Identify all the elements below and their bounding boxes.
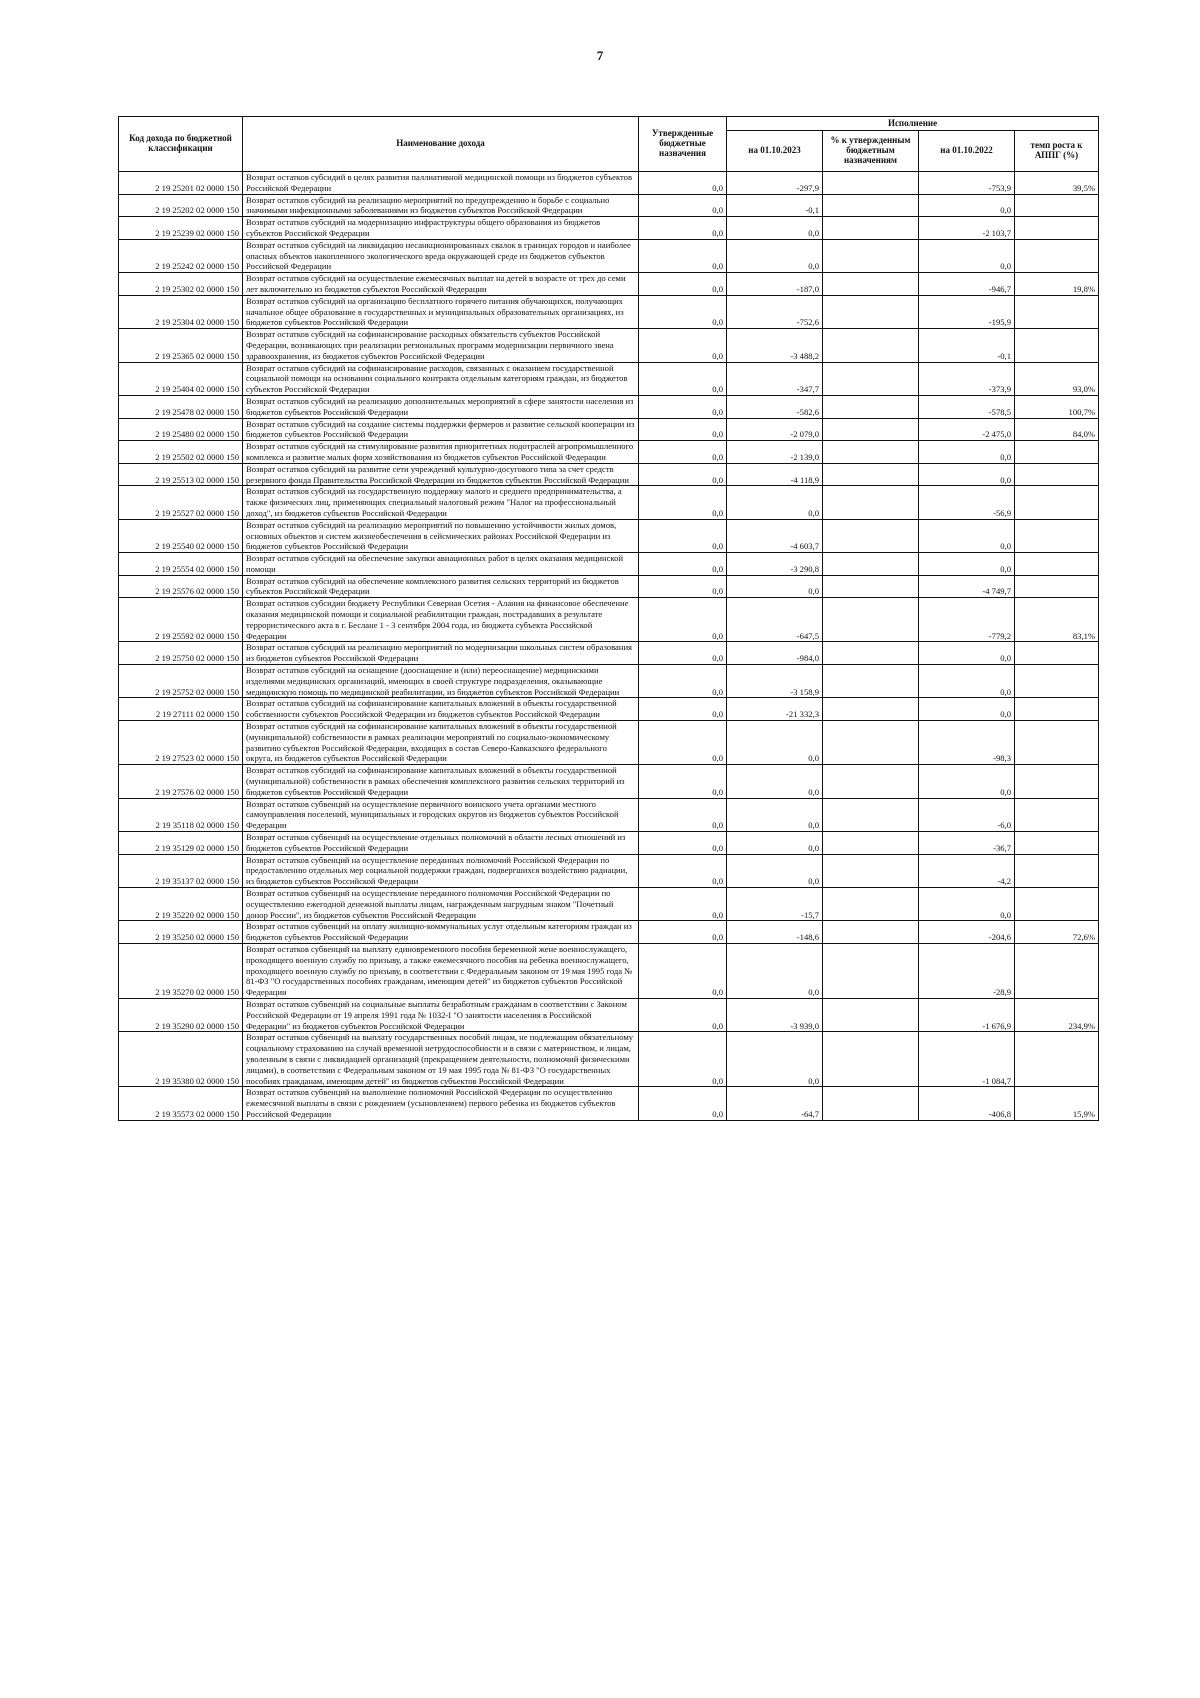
row-code: 2 19 35220 02 0000 150 bbox=[119, 888, 243, 921]
header-plan: Утвержденные бюджетные назначения bbox=[639, 117, 727, 172]
row-plan: 0,0 bbox=[639, 698, 727, 721]
row-pct bbox=[823, 553, 919, 576]
table-row bbox=[119, 598, 1099, 642]
page-number: 7 bbox=[596, 48, 604, 63]
table-row bbox=[119, 486, 1099, 519]
table-row bbox=[119, 943, 1099, 998]
table-row bbox=[119, 217, 1099, 240]
row-cur: 0,0 bbox=[727, 1032, 823, 1087]
row-cur: -3 290,8 bbox=[727, 553, 823, 576]
row-code: 2 19 35250 02 0000 150 bbox=[119, 921, 243, 944]
row-name: Возврат остатков субсидии бюджету Республики Северная Осетия - Алания на финансовое обеспечение оказания медицинской помощи и социальной реабилитации граждан, пострадавших в результате террористического акта в г. Беслане 1 - 3 сентября 2004 года, из бюджета субъекта Российской Федерации bbox=[243, 598, 639, 642]
row-name: Возврат остатков субсидий на осуществление ежемесячных выплат на детей в возрасте от трех до семи лет включительно из бюджетов субъектов Российской Федерации bbox=[243, 273, 639, 296]
row-code: 2 19 25242 02 0000 150 bbox=[119, 239, 243, 272]
row-pct bbox=[823, 798, 919, 831]
row-plan: 0,0 bbox=[639, 798, 727, 831]
row-plan: 0,0 bbox=[639, 943, 727, 998]
row-cur: 0,0 bbox=[727, 943, 823, 998]
row-rate: 100,7% bbox=[1015, 395, 1099, 418]
row-code: 2 19 25302 02 0000 150 bbox=[119, 273, 243, 296]
row-cur: -582,6 bbox=[727, 395, 823, 418]
row-plan: 0,0 bbox=[639, 217, 727, 240]
row-plan: 0,0 bbox=[639, 519, 727, 552]
table-row bbox=[119, 194, 1099, 217]
table-row bbox=[119, 519, 1099, 552]
row-cur: 0,0 bbox=[727, 765, 823, 798]
row-name: Возврат остатков субсидий на софинансирование расходных обязательств субъектов Российской Федерации, возникающих при реализации региональных программ модернизации первичного звена здравоохранения, из бюджетов субъектов Российской Федерации bbox=[243, 329, 639, 362]
row-name: Возврат остатков субсидий на государственную поддержку малого и среднего предпринимательства, а также физических лиц, применяющих специальный налоговый режим "Налог на профессиональный доход", из бюджетов субъектов Российской Федерации bbox=[243, 486, 639, 519]
row-pct bbox=[823, 854, 919, 887]
row-prev: -36,7 bbox=[919, 832, 1015, 855]
row-cur: -4 603,7 bbox=[727, 519, 823, 552]
row-rate bbox=[1015, 943, 1099, 998]
row-name: Возврат остатков субсидий на софинансирование капитальных вложений в объекты государственной собственности субъектов Российской Федерации из бюджетов субъектов Российской Федерации bbox=[243, 698, 639, 721]
row-plan: 0,0 bbox=[639, 441, 727, 464]
row-pct bbox=[823, 329, 919, 362]
row-pct bbox=[823, 239, 919, 272]
row-code: 2 19 25592 02 0000 150 bbox=[119, 598, 243, 642]
table-row bbox=[119, 463, 1099, 486]
table-row bbox=[119, 765, 1099, 798]
row-name: Возврат остатков субсидий на развитие сети учреждений культурно-досугового типа за счет средств резервного фонда Правительства Российской Федерации из бюджетов субъектов Российской Федерации bbox=[243, 463, 639, 486]
row-pct bbox=[823, 441, 919, 464]
row-cur: -647,5 bbox=[727, 598, 823, 642]
row-prev: -56,9 bbox=[919, 486, 1015, 519]
row-cur: 0,0 bbox=[727, 486, 823, 519]
row-plan: 0,0 bbox=[639, 765, 727, 798]
row-rate bbox=[1015, 239, 1099, 272]
table-row bbox=[119, 998, 1099, 1031]
row-plan: 0,0 bbox=[639, 832, 727, 855]
row-name: Возврат остатков субсидий на реализацию мероприятий по модернизации школьных систем образования из бюджетов субъектов Российской Федерации bbox=[243, 642, 639, 665]
row-rate bbox=[1015, 194, 1099, 217]
row-plan: 0,0 bbox=[639, 1032, 727, 1087]
row-cur: 0,0 bbox=[727, 832, 823, 855]
row-pct bbox=[823, 172, 919, 195]
row-prev: -0,1 bbox=[919, 329, 1015, 362]
row-prev: 0,0 bbox=[919, 765, 1015, 798]
table-row bbox=[119, 441, 1099, 464]
table-row bbox=[119, 553, 1099, 576]
row-code: 2 19 35118 02 0000 150 bbox=[119, 798, 243, 831]
row-code: 2 19 35137 02 0000 150 bbox=[119, 854, 243, 887]
row-prev: -4,2 bbox=[919, 854, 1015, 887]
table-row bbox=[119, 395, 1099, 418]
row-plan: 0,0 bbox=[639, 486, 727, 519]
row-code: 2 19 25540 02 0000 150 bbox=[119, 519, 243, 552]
row-prev: -204,6 bbox=[919, 921, 1015, 944]
row-name: Возврат остатков субсидий на реализацию дополнительных мероприятий в сфере занятости населения из бюджетов субъектов Российской Федерации bbox=[243, 395, 639, 418]
row-rate bbox=[1015, 721, 1099, 765]
row-name: Возврат остатков субсидий на создание системы поддержки фермеров и развитие сельской кооперации из бюджетов субъектов Российской Федерации bbox=[243, 418, 639, 441]
row-plan: 0,0 bbox=[639, 598, 727, 642]
header-pct: % к утвержденным бюджетным назначениям bbox=[823, 131, 919, 172]
row-plan: 0,0 bbox=[639, 463, 727, 486]
row-plan: 0,0 bbox=[639, 362, 727, 395]
row-code: 2 19 25304 02 0000 150 bbox=[119, 295, 243, 328]
row-cur: -752,6 bbox=[727, 295, 823, 328]
table-header bbox=[119, 117, 1099, 172]
row-code: 2 19 25478 02 0000 150 bbox=[119, 395, 243, 418]
row-prev: 0,0 bbox=[919, 665, 1015, 698]
row-pct bbox=[823, 217, 919, 240]
table-row bbox=[119, 295, 1099, 328]
row-name: Возврат остатков субсидий на оснащение (дооснащение и (или) переоснащение) медицинскими изделиями медицинских организаций, имеющих в своей структуре подразделения, оказывающие медицинскую помощь по медицинской реабилитации, из бюджетов субъектов Российской Федерации bbox=[243, 665, 639, 698]
row-pct bbox=[823, 519, 919, 552]
row-prev: 0,0 bbox=[919, 642, 1015, 665]
row-pct bbox=[823, 194, 919, 217]
table-row bbox=[119, 921, 1099, 944]
row-pct bbox=[823, 998, 919, 1031]
row-cur: 0,0 bbox=[727, 798, 823, 831]
row-code: 2 19 27523 02 0000 150 bbox=[119, 721, 243, 765]
row-prev: -6,0 bbox=[919, 798, 1015, 831]
table-row bbox=[119, 1032, 1099, 1087]
row-prev: 0,0 bbox=[919, 553, 1015, 576]
row-rate bbox=[1015, 486, 1099, 519]
row-plan: 0,0 bbox=[639, 642, 727, 665]
row-code: 2 19 35290 02 0000 150 bbox=[119, 998, 243, 1031]
row-prev: -98,3 bbox=[919, 721, 1015, 765]
row-code: 2 19 25201 02 0000 150 bbox=[119, 172, 243, 195]
row-rate bbox=[1015, 329, 1099, 362]
row-plan: 0,0 bbox=[639, 172, 727, 195]
row-prev: -753,9 bbox=[919, 172, 1015, 195]
row-pct bbox=[823, 665, 919, 698]
row-pct bbox=[823, 598, 919, 642]
row-cur: -4 118,9 bbox=[727, 463, 823, 486]
row-rate bbox=[1015, 798, 1099, 831]
row-plan: 0,0 bbox=[639, 273, 727, 296]
header-execution: Исполнение bbox=[727, 117, 1099, 131]
row-cur: 0,0 bbox=[727, 854, 823, 887]
row-cur: 0,0 bbox=[727, 239, 823, 272]
row-prev: -1 084,7 bbox=[919, 1032, 1015, 1087]
row-rate bbox=[1015, 575, 1099, 598]
row-code: 2 19 35270 02 0000 150 bbox=[119, 943, 243, 998]
row-plan: 0,0 bbox=[639, 418, 727, 441]
table-row bbox=[119, 832, 1099, 855]
row-prev: 0,0 bbox=[919, 194, 1015, 217]
row-code: 2 19 25750 02 0000 150 bbox=[119, 642, 243, 665]
row-plan: 0,0 bbox=[639, 888, 727, 921]
row-cur: 0,0 bbox=[727, 721, 823, 765]
table-row bbox=[119, 798, 1099, 831]
row-cur: -297,9 bbox=[727, 172, 823, 195]
row-pct bbox=[823, 921, 919, 944]
row-prev: -2 103,7 bbox=[919, 217, 1015, 240]
row-cur: -148,6 bbox=[727, 921, 823, 944]
header-name: Наименование дохода bbox=[243, 117, 639, 172]
row-pct bbox=[823, 721, 919, 765]
row-cur: -3 488,2 bbox=[727, 329, 823, 362]
row-cur: -3 939,0 bbox=[727, 998, 823, 1031]
row-name: Возврат остатков субвенций на выполнение полномочий Российской Федерации по осуществлению ежемесячной выплаты в связи с рождением (усыновлением) первого ребенка из бюджетов субъектов Российской Федерации bbox=[243, 1087, 639, 1120]
row-prev: -406,8 bbox=[919, 1087, 1015, 1120]
row-cur: -21 332,3 bbox=[727, 698, 823, 721]
row-name: Возврат остатков субвенций на выплату единовременного пособия беременной жене военнослужащего, проходящего военную службу по призыву, а также ежемесячного пособия на ребенка военнослужащего, проходящего военную службу по призыву, в соответствии с Федеральным законом от 19 мая 1995 года № 81-ФЗ "О государственных пособиях гражданам, имеющим детей" из бюджетов субъектов Российской Федерации bbox=[243, 943, 639, 998]
row-code: 2 19 35380 02 0000 150 bbox=[119, 1032, 243, 1087]
table-row bbox=[119, 1087, 1099, 1120]
row-pct bbox=[823, 642, 919, 665]
row-rate bbox=[1015, 519, 1099, 552]
row-plan: 0,0 bbox=[639, 721, 727, 765]
row-name: Возврат остатков субвенций на осуществление отдельных полномочий в области лесных отношений из бюджетов субъектов Российской Федерации bbox=[243, 832, 639, 855]
row-name: Возврат остатков субвенций на осуществление переданных полномочий Российской Федерации по предоставлению отдельных мер социальной поддержки граждан, подвергшихся воздействию радиации, из бюджетов субъектов Российской Федерации bbox=[243, 854, 639, 887]
row-prev: 0,0 bbox=[919, 463, 1015, 486]
row-cur: -3 158,9 bbox=[727, 665, 823, 698]
row-pct bbox=[823, 362, 919, 395]
row-cur: -0,1 bbox=[727, 194, 823, 217]
row-rate bbox=[1015, 765, 1099, 798]
header-code: Код дохода по бюджетной классификации bbox=[119, 117, 243, 172]
row-code: 2 19 25527 02 0000 150 bbox=[119, 486, 243, 519]
row-name: Возврат остатков субсидий на организацию бесплатного горячего питания обучающихся, получающих начальное общее образование в государственных и муниципальных образовательных организациях, из бюджетов субъектов Российской Федерации bbox=[243, 295, 639, 328]
row-rate bbox=[1015, 832, 1099, 855]
row-plan: 0,0 bbox=[639, 194, 727, 217]
row-rate bbox=[1015, 642, 1099, 665]
row-pct bbox=[823, 395, 919, 418]
row-pct bbox=[823, 765, 919, 798]
row-plan: 0,0 bbox=[639, 553, 727, 576]
row-name: Возврат остатков субсидий на стимулирование развития приоритетных подотраслей агропромышленного комплекса и развитие малых форм хозяйствования из бюджетов субъектов Российской Федерации bbox=[243, 441, 639, 464]
table-row bbox=[119, 642, 1099, 665]
row-pct bbox=[823, 832, 919, 855]
row-rate: 84,0% bbox=[1015, 418, 1099, 441]
row-name: Возврат остатков субвенций на социальные выплаты безработным гражданам в соответствии с Законом Российской Федерации от 19 апреля 1991 года № 1032-I "О занятости населения в Российской Федерации" из бюджетов субъектов Российской Федерации bbox=[243, 998, 639, 1031]
row-name: Возврат остатков субсидий на реализацию мероприятий по предупреждению и борьбе с социально значимыми инфекционными заболеваниями из бюджетов субъектов Российской Федерации bbox=[243, 194, 639, 217]
row-rate: 83,1% bbox=[1015, 598, 1099, 642]
row-prev: 0,0 bbox=[919, 441, 1015, 464]
row-rate bbox=[1015, 553, 1099, 576]
table-row bbox=[119, 698, 1099, 721]
row-plan: 0,0 bbox=[639, 329, 727, 362]
row-name: Возврат остатков субвенций на выплату государственных пособий лицам, не подлежащим обязательному социальному страхованию на случай временной нетрудоспособности и в связи с материнством, и лицам, уволенным в связи с ликвидацией организаций (прекращением деятельности, полномочий физическими лицами), в соответствии с Федеральным законом от 19 мая 1995 года № 81-ФЗ "О государственных пособиях гражданам, имеющим детей" из бюджетов субъектов Российской Федерации bbox=[243, 1032, 639, 1087]
header-rate: темп роста к АППГ (%) bbox=[1015, 131, 1099, 172]
row-plan: 0,0 bbox=[639, 395, 727, 418]
row-pct bbox=[823, 486, 919, 519]
row-code: 2 19 35129 02 0000 150 bbox=[119, 832, 243, 855]
row-code: 2 19 35573 02 0000 150 bbox=[119, 1087, 243, 1120]
row-plan: 0,0 bbox=[639, 239, 727, 272]
row-rate bbox=[1015, 698, 1099, 721]
row-rate: 234,9% bbox=[1015, 998, 1099, 1031]
row-pct bbox=[823, 1032, 919, 1087]
row-rate: 39,5% bbox=[1015, 172, 1099, 195]
row-code: 2 19 25480 02 0000 150 bbox=[119, 418, 243, 441]
row-cur: -15,7 bbox=[727, 888, 823, 921]
row-name: Возврат остатков субсидий на реализацию мероприятий по повышению устойчивости жилых домов, основных объектов и систем жизнеобеспечения в сейсмических районах Российской Федерации из бюджетов субъектов Российской Федерации bbox=[243, 519, 639, 552]
row-prev: -578,5 bbox=[919, 395, 1015, 418]
row-prev: -1 676,9 bbox=[919, 998, 1015, 1031]
row-pct bbox=[823, 463, 919, 486]
row-cur: 0,0 bbox=[727, 575, 823, 598]
row-cur: 0,0 bbox=[727, 217, 823, 240]
table-row bbox=[119, 329, 1099, 362]
row-plan: 0,0 bbox=[639, 575, 727, 598]
row-code: 2 19 25202 02 0000 150 bbox=[119, 194, 243, 217]
row-pct bbox=[823, 943, 919, 998]
row-pct bbox=[823, 698, 919, 721]
row-code: 2 19 25752 02 0000 150 bbox=[119, 665, 243, 698]
row-plan: 0,0 bbox=[639, 921, 727, 944]
row-prev: -28,9 bbox=[919, 943, 1015, 998]
table-row bbox=[119, 172, 1099, 195]
row-pct bbox=[823, 273, 919, 296]
table-row bbox=[119, 665, 1099, 698]
row-rate bbox=[1015, 1032, 1099, 1087]
row-prev: -2 475,0 bbox=[919, 418, 1015, 441]
row-rate bbox=[1015, 463, 1099, 486]
row-name: Возврат остатков субсидий на обеспечение закупки авиационных работ в целях оказания медицинской помощи bbox=[243, 553, 639, 576]
row-rate bbox=[1015, 854, 1099, 887]
row-rate: 15,9% bbox=[1015, 1087, 1099, 1120]
row-pct bbox=[823, 418, 919, 441]
row-name: Возврат остатков субсидий на обеспечение комплексного развития сельских территорий из бюджетов субъектов Российской Федерации bbox=[243, 575, 639, 598]
row-rate: 19,8% bbox=[1015, 273, 1099, 296]
row-code: 2 19 25554 02 0000 150 bbox=[119, 553, 243, 576]
row-rate bbox=[1015, 665, 1099, 698]
row-code: 2 19 25576 02 0000 150 bbox=[119, 575, 243, 598]
row-name: Возврат остатков субсидий на софинансирование расходов, связанных с оказанием государственной социальной помощи на основании социального контракта отдельным категориям граждан, из бюджетов субъектов Российской Федерации bbox=[243, 362, 639, 395]
row-pct bbox=[823, 1087, 919, 1120]
row-prev: 0,0 bbox=[919, 239, 1015, 272]
row-plan: 0,0 bbox=[639, 998, 727, 1031]
row-name: Возврат остатков субвенций на осуществление переданного полномочия Российской Федерации по осуществлению ежегодной денежной выплаты лицам, награжденным нагрудным знаком "Почетный донор России", из бюджетов субъектов Российской Федерации bbox=[243, 888, 639, 921]
row-name: Возврат остатков субвенций на оплату жилищно-коммунальных услуг отдельным категориям граждан из бюджетов субъектов Российской Федерации bbox=[243, 921, 639, 944]
header-prev: на 01.10.2022 bbox=[919, 131, 1015, 172]
row-cur: -2 139,0 bbox=[727, 441, 823, 464]
row-pct bbox=[823, 888, 919, 921]
header-cur: на 01.10.2023 bbox=[727, 131, 823, 172]
row-pct bbox=[823, 575, 919, 598]
row-code: 2 19 25513 02 0000 150 bbox=[119, 463, 243, 486]
row-prev: -4 749,7 bbox=[919, 575, 1015, 598]
row-rate: 93,0% bbox=[1015, 362, 1099, 395]
row-rate bbox=[1015, 295, 1099, 328]
row-pct bbox=[823, 295, 919, 328]
row-prev: -373,9 bbox=[919, 362, 1015, 395]
row-name: Возврат остатков субсидий на софинансирование капитальных вложений в объекты государственной (муниципальной) собственности в рамках реализации мероприятий по социально-экономическому развитию субъектов Российской Федерации, входящих в состав Северо-Кавказского федерального округа, из бюджетов субъектов Российской Федерации bbox=[243, 721, 639, 765]
table-row bbox=[119, 721, 1099, 765]
row-name: Возврат остатков субсидий в целях развития паллиативной медицинской помощи из бюджетов субъектов Российской Федерации bbox=[243, 172, 639, 195]
row-code: 2 19 25404 02 0000 150 bbox=[119, 362, 243, 395]
table-row bbox=[119, 239, 1099, 272]
row-name: Возврат остатков субсидий на модернизацию инфраструктуры общего образования из бюджетов субъектов Российской Федерации bbox=[243, 217, 639, 240]
table-row bbox=[119, 575, 1099, 598]
table-row bbox=[119, 418, 1099, 441]
row-prev: -946,7 bbox=[919, 273, 1015, 296]
table-body bbox=[119, 172, 1099, 1121]
row-rate bbox=[1015, 441, 1099, 464]
row-code: 2 19 27576 02 0000 150 bbox=[119, 765, 243, 798]
row-code: 2 19 25239 02 0000 150 bbox=[119, 217, 243, 240]
row-prev: -195,9 bbox=[919, 295, 1015, 328]
row-plan: 0,0 bbox=[639, 854, 727, 887]
row-cur: -187,0 bbox=[727, 273, 823, 296]
row-cur: -2 079,0 bbox=[727, 418, 823, 441]
row-prev: 0,0 bbox=[919, 698, 1015, 721]
row-cur: -984,0 bbox=[727, 642, 823, 665]
row-cur: -64,7 bbox=[727, 1087, 823, 1120]
row-rate bbox=[1015, 888, 1099, 921]
row-rate: 72,6% bbox=[1015, 921, 1099, 944]
row-name: Возврат остатков субсидий на ликвидацию несанкционированных свалок в границах городов и наиболее опасных объектов накопленного экологического вреда окружающей среде из бюджетов субъектов Российской Федерации bbox=[243, 239, 639, 272]
row-code: 2 19 25365 02 0000 150 bbox=[119, 329, 243, 362]
row-plan: 0,0 bbox=[639, 665, 727, 698]
row-plan: 0,0 bbox=[639, 1087, 727, 1120]
row-code: 2 19 27111 02 0000 150 bbox=[119, 698, 243, 721]
row-prev: 0,0 bbox=[919, 888, 1015, 921]
table-row bbox=[119, 273, 1099, 296]
row-name: Возврат остатков субсидий на софинансирование капитальных вложений в объекты государственной (муниципальной) собственности в рамках обеспечения комплексного развития сельских территорий из бюджетов субъектов Российской Федерации bbox=[243, 765, 639, 798]
row-name: Возврат остатков субвенций на осуществление первичного воинского учета органами местного самоуправления поселений, муниципальных и городских округов из бюджетов субъектов Российской Федерации bbox=[243, 798, 639, 831]
row-code: 2 19 25502 02 0000 150 bbox=[119, 441, 243, 464]
table-row bbox=[119, 362, 1099, 395]
table-row bbox=[119, 854, 1099, 887]
row-prev: -779,2 bbox=[919, 598, 1015, 642]
row-cur: -347,7 bbox=[727, 362, 823, 395]
revenue-table bbox=[118, 116, 1099, 1121]
row-plan: 0,0 bbox=[639, 295, 727, 328]
row-rate bbox=[1015, 217, 1099, 240]
row-prev: 0,0 bbox=[919, 519, 1015, 552]
table-row bbox=[119, 888, 1099, 921]
